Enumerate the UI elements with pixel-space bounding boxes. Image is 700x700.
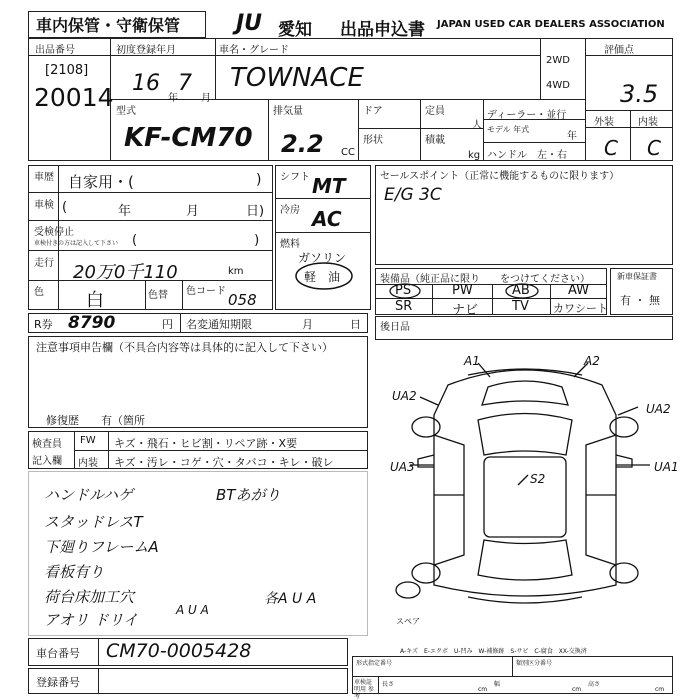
equip-ab-circle: [504, 282, 540, 300]
lot-number-label: 出品番号: [35, 45, 75, 56]
shift-label: シフト: [280, 172, 310, 183]
inspector-label: 検査員: [32, 439, 62, 450]
spare-label: スペア: [396, 617, 420, 626]
exterior-label: 外装: [594, 117, 614, 128]
cert-length-label: 車検証明用 参考: [354, 679, 374, 700]
tax-notice-label: 名変通知期限: [186, 318, 252, 331]
damage-mark-front-right: A2: [584, 354, 600, 368]
tax-day: 日: [350, 318, 361, 331]
recycle-value: 8790: [68, 313, 116, 333]
storage-label: 車内保管・守衛保管: [36, 16, 181, 35]
fuel-diesel: 軽 油: [304, 270, 341, 284]
inspection-open: (: [62, 200, 68, 215]
door-label: ドア: [363, 106, 383, 117]
warranty-label: 新車保証書: [617, 272, 657, 281]
year-mark: 年: [168, 93, 178, 104]
after-parts-label: 後日品: [380, 322, 410, 333]
equip-aw: AW: [568, 283, 590, 298]
damage-mark-left-side: UA3: [390, 460, 415, 474]
displacement-label: 排気量: [273, 106, 303, 117]
color-code-value: 058: [228, 291, 257, 309]
equip-navi: ナビ: [452, 303, 479, 318]
receive-bracket: ( ): [132, 233, 260, 248]
drive-2wd-label: 2WD: [546, 55, 570, 66]
lot-number-value: 20014: [34, 83, 114, 112]
note-5: 看板有り: [44, 563, 105, 581]
history-label: 車歴: [34, 172, 54, 183]
width-label: 幅: [494, 681, 501, 688]
org-name: 愛知: [278, 20, 312, 40]
lot-bracket-value: [2108]: [45, 63, 89, 78]
car-name-label: 車名・グレード: [219, 45, 289, 56]
note-4: 下廻りフレームA: [44, 538, 159, 556]
history-value: 自家用・(: [68, 173, 134, 191]
model-year-label: モデル 年式: [487, 125, 530, 134]
note-6: 荷台床加工穴: [44, 588, 135, 606]
receive-label: 受検停止: [34, 227, 74, 238]
equipment-label: 装備品（純正品に限り をつけてください）: [380, 274, 590, 285]
cc-unit: CC: [341, 147, 355, 158]
equip-sr: SR: [395, 299, 413, 314]
fuel-gasoline: ガソリン: [298, 251, 347, 265]
color-label: 色: [34, 287, 44, 298]
first-registration-label: 初度登録年月: [116, 45, 176, 56]
warranty-options: 有 ・ 無: [620, 294, 660, 307]
mileage-label: 走行: [34, 258, 54, 269]
color-code-label: 色コード: [186, 286, 226, 297]
score-value: 3.5: [620, 80, 659, 108]
fuel-label: 燃料: [280, 239, 300, 250]
sales-point-value: E/G 3C: [384, 185, 442, 205]
check-row-interior: キズ・汚レ・コゲ・穴・タバコ・キレ・破レ: [114, 456, 334, 469]
notes-title: 注意事項申告欄（不具合内容等は具体的に記入して下さい）: [36, 341, 333, 354]
after-parts-block: [375, 316, 673, 340]
height-unit: cm: [655, 686, 665, 693]
damage-legend: A-キズ E-エクボ U-凹み W-補修跡 S-サビ C-腐食 XX-交換済: [400, 648, 587, 655]
association-name: JAPAN USED CAR DEALERS ASSOCIATION: [437, 19, 665, 30]
car-damage-diagram: [378, 345, 673, 615]
drive-4wd-label: 4WD: [546, 80, 570, 91]
class-no-label: 類別区分番号: [516, 660, 553, 667]
shift-value: MT: [312, 174, 346, 198]
note-2: BTあがり: [216, 486, 281, 504]
interior-grade-value: C: [647, 136, 661, 160]
width-unit: cm: [572, 686, 582, 693]
repair-history-label: 修復歴 有（箇所: [46, 414, 145, 427]
first-reg-year-value: 16: [132, 71, 160, 96]
inspection-year: 年: [118, 204, 132, 219]
chassis-value: CM70-0005428: [106, 640, 252, 662]
shape-label: 形状: [363, 135, 383, 146]
displacement-value: 2.2: [281, 130, 324, 158]
damage-mark-roof: S2: [530, 472, 546, 486]
damage-mark-front-left: A1: [464, 354, 480, 368]
km-unit: km: [228, 266, 244, 277]
color-value: 白: [86, 290, 104, 311]
recycle-label: R券: [34, 318, 53, 331]
aircon-value: AC: [312, 207, 342, 231]
fuel-diesel-circle: [292, 260, 356, 292]
length-unit: cm: [478, 686, 488, 693]
sales-point-label: セールスポイント（正常に機能するものに限ります）: [380, 171, 620, 182]
score-label: 評価点: [604, 45, 634, 56]
model-label: 型式: [116, 106, 136, 117]
dealer-label: ディーラー・並行: [487, 110, 567, 121]
height-label: 高さ: [588, 681, 601, 688]
note-8: A U A: [176, 603, 209, 617]
damage-mark-right-side: UA1: [654, 460, 679, 474]
capacity-label: 定員: [425, 106, 445, 117]
equip-ab: AB: [512, 283, 530, 298]
history-close: ): [256, 172, 262, 188]
fw-label: FW: [80, 435, 96, 446]
inspection-label: 車検: [34, 200, 54, 211]
tax-month: 月: [302, 318, 313, 331]
equip-tv: TV: [512, 299, 529, 314]
exterior-grade-value: C: [604, 136, 618, 160]
yen-unit: 円: [162, 318, 173, 331]
receive-note: 車検付きの方は記入して下さい: [34, 240, 119, 247]
load-label: 積載: [425, 135, 445, 146]
note-9: 各A U A: [264, 591, 317, 607]
check-row-exterior: キズ・飛石・ヒビ割・リペア跡・X要: [114, 437, 298, 450]
equip-ps-circle: [388, 282, 422, 300]
damage-mark-right-fender: UA2: [646, 402, 671, 416]
note-1: ハンドルハゲ: [44, 486, 133, 504]
year-unit: 年: [567, 131, 577, 142]
inspection-day: 日): [246, 204, 265, 219]
interior-check-label: 内装: [78, 458, 98, 469]
handle-label: ハンドル 左・右: [487, 150, 567, 161]
form-title: 出品申込書: [340, 20, 425, 40]
month-mark: 月: [201, 93, 211, 104]
note-3: スタッドレスT: [44, 513, 143, 531]
note-7: アオリ ドリイ: [44, 611, 139, 629]
equip-pw: PW: [452, 283, 473, 298]
model-value: KF-CM70: [124, 123, 253, 153]
chassis-label: 車台番号: [36, 647, 80, 660]
entry-label: 記入欄: [32, 456, 62, 467]
equip-seat: カワシート: [553, 302, 608, 315]
interior-label: 内装: [638, 117, 658, 128]
equip-ps: PS: [395, 283, 412, 298]
kg-unit: kg: [468, 150, 481, 161]
length-label: 長さ: [382, 681, 395, 688]
registration-label: 登録番号: [36, 676, 80, 689]
color-change-label: 色替: [148, 290, 168, 301]
person-unit: 人: [472, 120, 482, 131]
first-reg-month-value: 7: [178, 71, 192, 96]
aircon-label: 冷房: [280, 205, 300, 216]
type-spec-label: 形式指定番号: [356, 660, 393, 667]
car-name-value: TOWNACE: [230, 63, 364, 93]
mileage-value: 20万0千110: [73, 262, 178, 283]
damage-mark-left-fender: UA2: [392, 389, 417, 403]
inspection-month: 月: [186, 204, 200, 219]
ju-logo: JU: [236, 11, 263, 36]
